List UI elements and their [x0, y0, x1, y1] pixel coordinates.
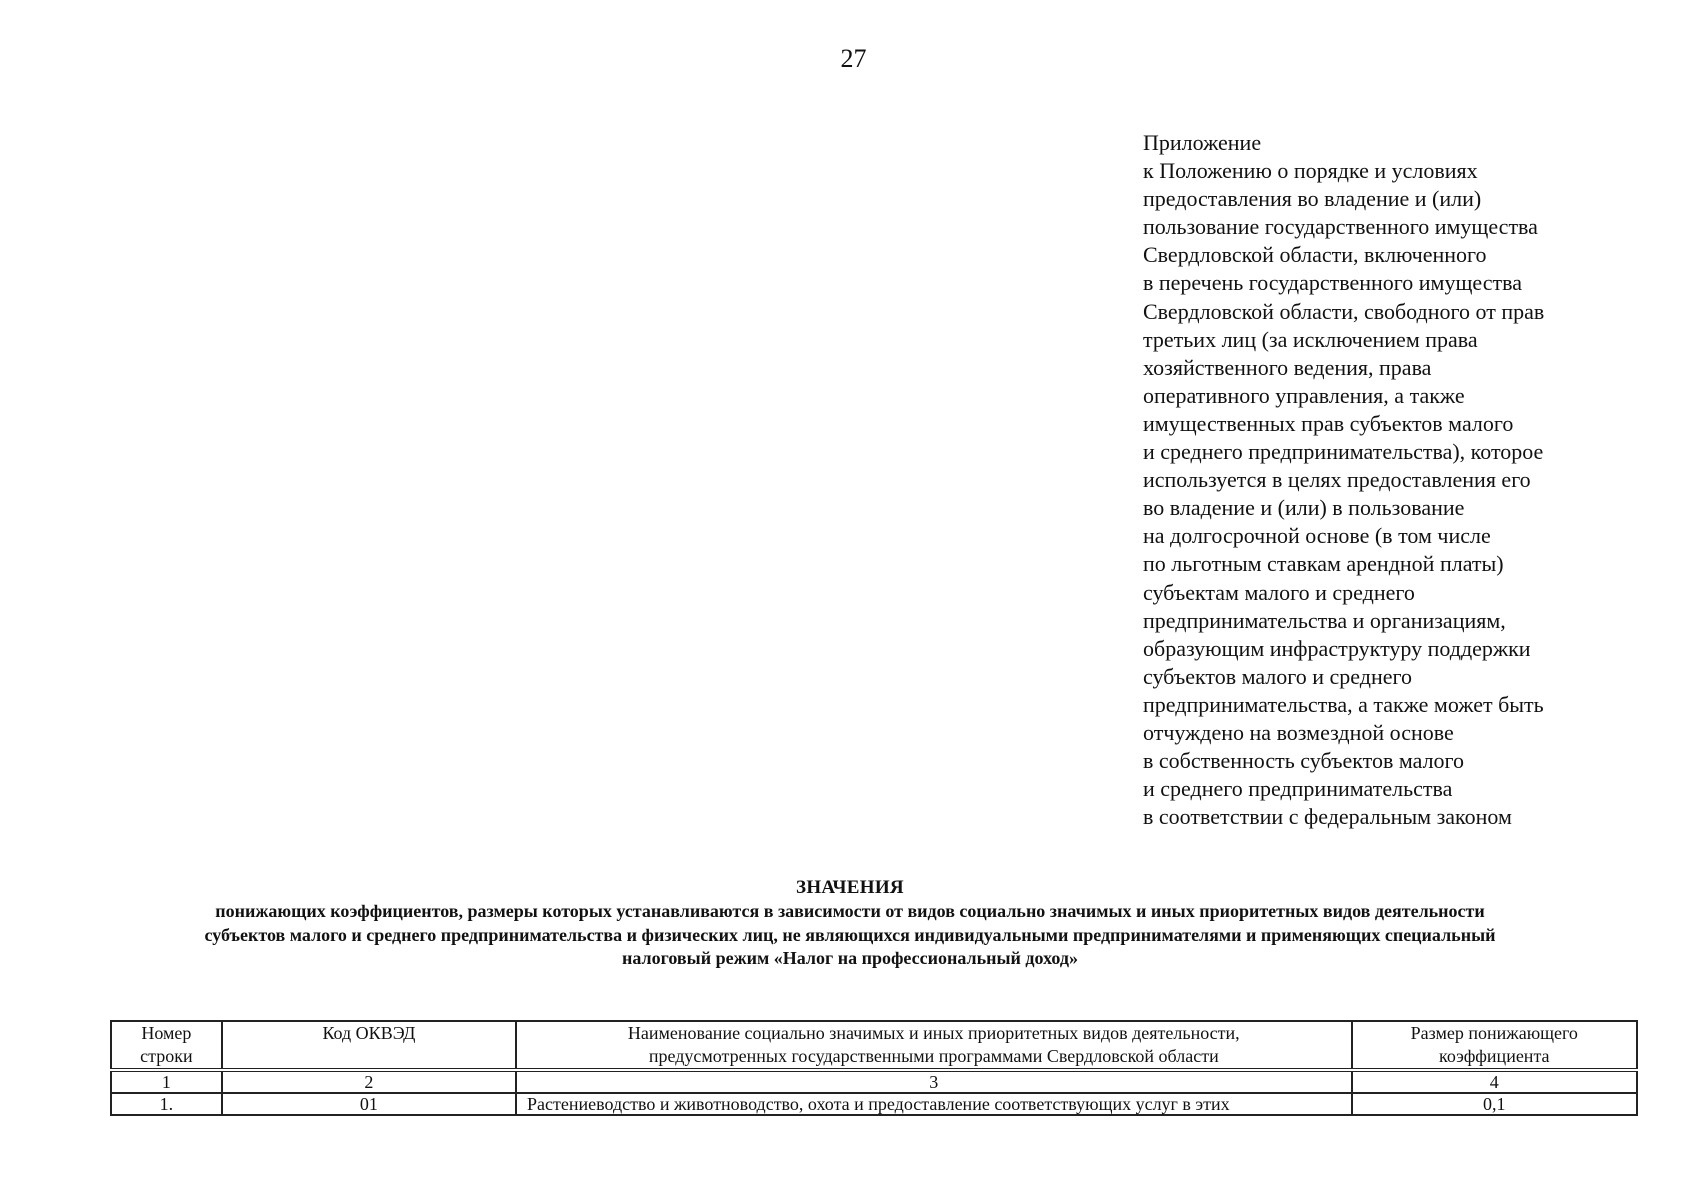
header-row-number: Номер строки — [111, 1021, 222, 1070]
appendix-line: субъектам малого и среднего — [1143, 579, 1415, 605]
appendix-line: используется в целях предоставления его — [1143, 467, 1531, 493]
appendix-line: Свердловской области, включенного — [1143, 242, 1487, 268]
appendix-line: Приложение — [1143, 130, 1262, 155]
appendix-line: отчуждено на возмездной основе — [1143, 719, 1454, 745]
header-coefficient: Размер понижающего коэффициента — [1352, 1021, 1637, 1070]
subtitle-line: субъектов малого и среднего предпринимательства и физических лиц, не являющихся индивидуальными предпринимателями и применяющих специальный — [204, 924, 1496, 945]
table-cell: 2 — [222, 1070, 516, 1093]
appendix-line: в собственность субъектов малого — [1143, 748, 1465, 774]
appendix-line: субъектов малого и среднего — [1143, 663, 1412, 689]
appendix-header — [1143, 129, 1663, 831]
page-number: 27 — [840, 44, 867, 73]
appendix-line: образующим инфраструктуру поддержки — [1143, 635, 1531, 661]
activity-name-cell: Растениеводство и животноводство, охота и предоставление соответствующих услуг в этих — [516, 1093, 1352, 1115]
appendix-line: на долгосрочной основе (в том числе — [1143, 523, 1491, 549]
document-title: ЗНАЧЕНИЯ — [796, 877, 904, 898]
document-subtitle — [100, 900, 1600, 971]
coefficient-cell: 0,1 — [1352, 1093, 1637, 1115]
appendix-line: к Положению о порядке и условиях — [1143, 158, 1478, 184]
document-title-block — [100, 876, 1600, 971]
appendix-line: хозяйственного ведения, права — [1143, 354, 1432, 380]
header-activity-name: Наименование социально значимых и иных приоритетных видов деятельности, предусмотренных государственными программами Свердловской области — [516, 1021, 1352, 1070]
appendix-line: предпринимательства и организациям, — [1143, 607, 1506, 633]
coefficients-table — [110, 1020, 1638, 1116]
table-row — [111, 1093, 1637, 1115]
table-header-row — [111, 1021, 1637, 1070]
appendix-line: оперативного управления, а также — [1143, 382, 1465, 408]
subtitle-line: налоговый режим «Налог на профессиональный доход» — [622, 948, 1078, 968]
appendix-line: Свердловской области, свободного от прав — [1143, 298, 1545, 324]
appendix-line: во владение и (или) в пользование — [1143, 495, 1465, 521]
appendix-line: предпринимательства, а также может быть — [1143, 691, 1544, 717]
appendix-line: предоставления во владение и (или) — [1143, 186, 1482, 212]
appendix-line: по льготным ставкам арендной платы) — [1143, 551, 1504, 577]
appendix-line: имущественных прав субъектов малого — [1143, 410, 1514, 436]
table-cell: 3 — [516, 1070, 1352, 1093]
appendix-line: в перечень государственного имущества — [1143, 270, 1522, 296]
header-okved-code: Код ОКВЭД — [222, 1021, 516, 1070]
table-column-index-row — [111, 1070, 1637, 1093]
appendix-line: пользование государственного имущества — [1143, 214, 1538, 240]
appendix-line: третьих лиц (за исключением права — [1143, 326, 1478, 352]
appendix-line: в соответствии с федеральным законом — [1143, 804, 1512, 830]
appendix-line: и среднего предпринимательства — [1143, 776, 1453, 802]
table-cell: 1 — [111, 1070, 222, 1093]
appendix-line: и среднего предпринимательства), которое — [1143, 439, 1544, 465]
row-number-cell: 1. — [111, 1093, 222, 1115]
subtitle-line: понижающих коэффициентов, размеры которых устанавливаются в зависимости от видов социально значимых и иных приоритетных видов деятельности — [215, 901, 1485, 921]
table-cell: 4 — [1352, 1070, 1637, 1093]
okved-code-cell: 01 — [222, 1093, 516, 1115]
